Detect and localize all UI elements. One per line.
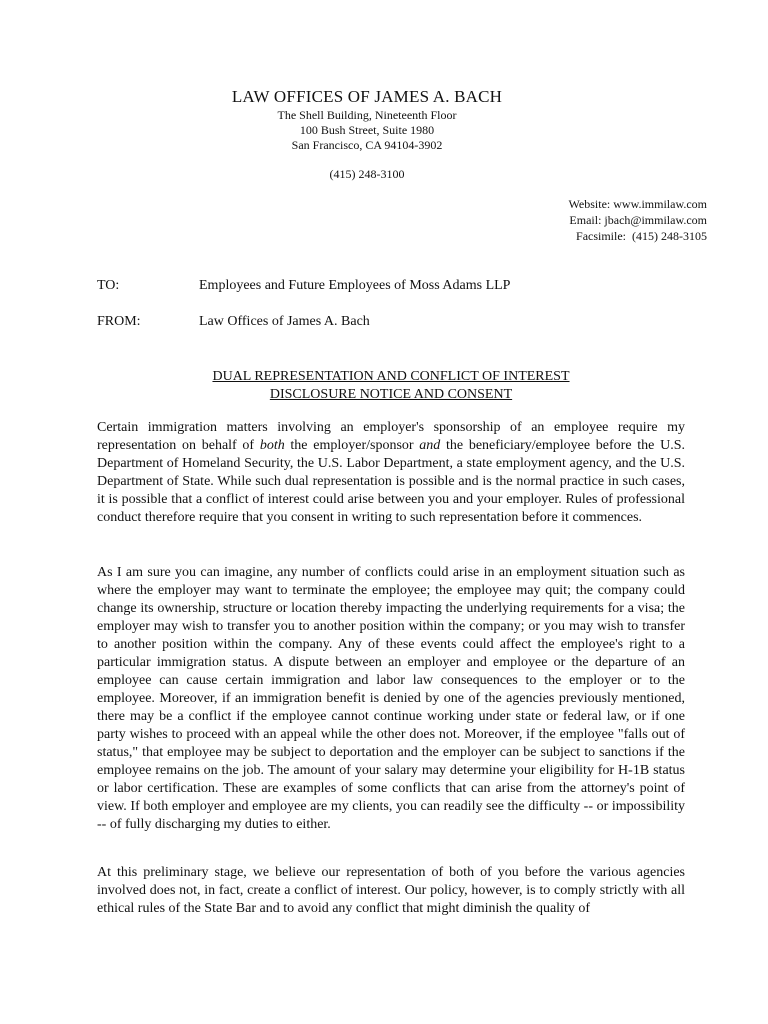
p1-emphasis-both: both <box>259 438 285 453</box>
title-line-1: DUAL REPRESENTATION AND CONFLICT OF INTEREST <box>212 369 570 384</box>
firm-name: LAW OFFICES OF JAMES A. BACH <box>231 87 503 106</box>
to-value: Employees and Future Employees of Moss Adams LLP <box>199 278 511 293</box>
title-line-2: DISCLOSURE NOTICE AND CONSENT <box>269 387 513 402</box>
paragraph-1 <box>97 419 685 527</box>
letterhead <box>0 86 734 182</box>
p1-text-3: the beneficiary/employee before the U.S. Department of Homeland Security, the U.S. Labor Department, a state employment agency, and the U.S. Department of State. While such dual representation is possible and is the normal practice in such cases, it is possible that a conflict of interest could arise between you and your employer. Rules of professional conduct therefore require that you consent in writing to such representation before it commences. <box>97 438 685 525</box>
p1-text-2: the employer/sponsor <box>284 438 420 453</box>
from-value: Law Offices of James A. Bach <box>199 314 370 329</box>
website: Website: www.immilaw.com <box>568 197 707 211</box>
document-title <box>97 368 685 404</box>
email: Email: jbach@immilaw.com <box>569 213 707 227</box>
p1-emphasis-and: and <box>419 438 441 453</box>
to-label: TO: <box>97 278 120 293</box>
paragraph-2: As I am sure you can imagine, any number of conflicts could arise in an employment situation such as where the employer may want to terminate the employee; the employee may quit; the company could change its ownership, structure or location thereby impacting the underlying requirements for a visa; the employer may wish to transfer you to another position within the company; or you may wish to transfer to another position within the company. Any of these events could affect the employee's right to a particular immigration status. A dispute between an employer and employee or the departure of an employee can cause certain immigration and labor law consequences to the employer or to the employee. Moreover, if an immigration benefit is denied by one of the agencies previously mentioned, there may be a conflict if the employee cannot continue working under state or federal law, or if one party wishes to proceed with an appeal while the other does not. Moreover, if the employee "falls out of status," that employee may be subject to deportation and the employer can be subject to sanctions if the employee remains on the job. The amount of your salary may determine your eligibility for H-1B status or labor certification. These are examples of some conflicts that can arise from the attorney's point of view. If both employer and employee are my clients, you can readily see the difficulty -- or impossibility -- of fully discharging my duties to either. <box>97 565 685 832</box>
address-line: 100 Bush Street, Suite 1980 <box>299 123 435 137</box>
address-line: The Shell Building, Nineteenth Floor <box>277 108 457 122</box>
address-line: San Francisco, CA 94104-3902 <box>291 138 443 152</box>
p1-text-1: Certain immigration matters involving an employer's sponsorship of an employee require my representation on behalf of <box>97 420 685 453</box>
memo-to-row <box>97 278 510 314</box>
phone-number: (415) 248-3100 <box>329 167 405 181</box>
memo-from-row <box>97 314 510 350</box>
memo-header <box>97 278 510 350</box>
paragraph-3: At this preliminary stage, we believe our representation of both of you before the various agencies involved does not, in fact, create a conflict of interest. Our policy, however, is to comply strictly with all ethical rules of the State Bar and to avoid any conflict that might diminish the quality of <box>97 865 685 916</box>
from-label: FROM: <box>97 314 141 329</box>
facsimile: Facsimile: (415) 248-3105 <box>576 229 707 243</box>
contact-block <box>569 196 707 244</box>
